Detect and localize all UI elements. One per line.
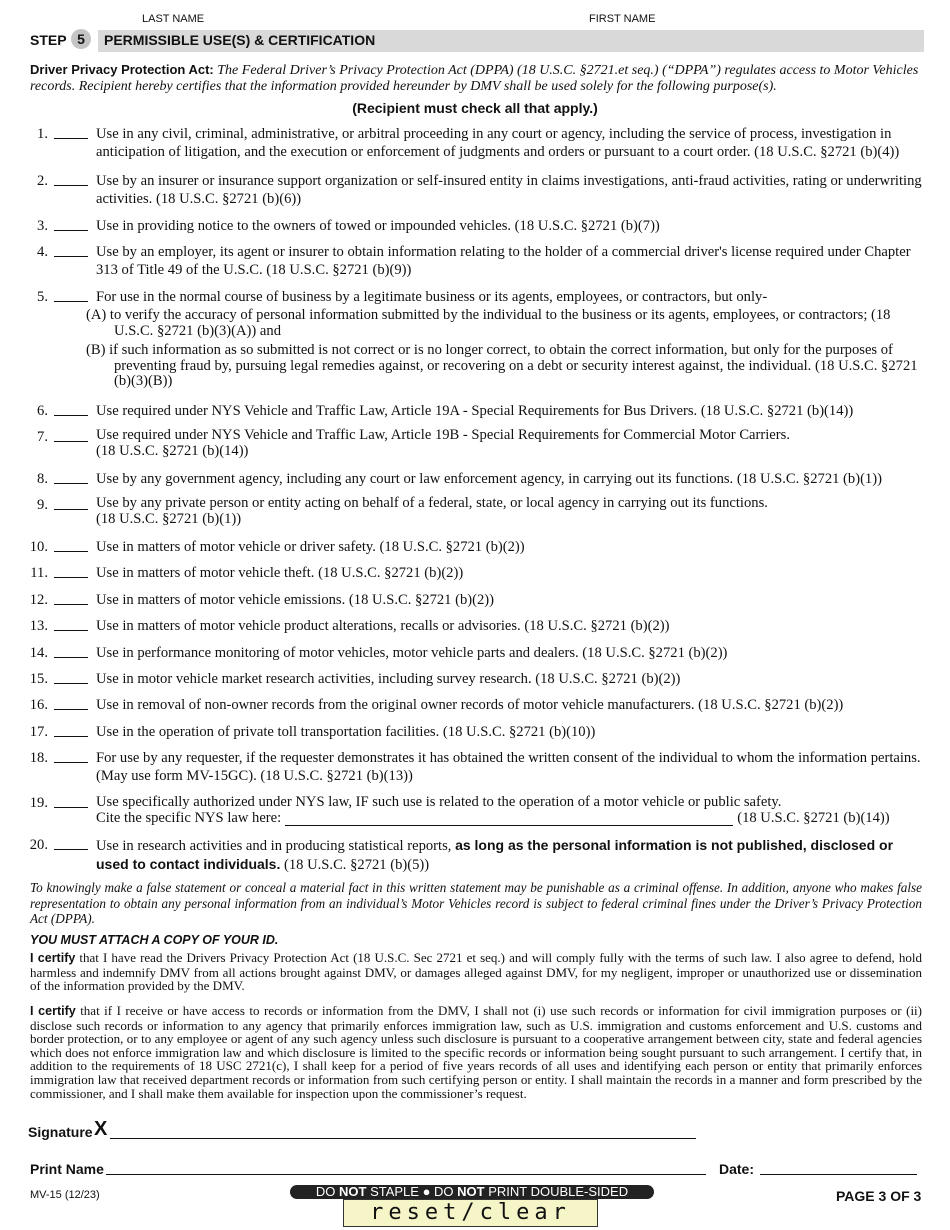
cite-ref: (18 U.S.C. §2721 (b)(14)) bbox=[737, 810, 890, 826]
item-number: 6. bbox=[37, 403, 48, 419]
item-text: Use in matters of motor vehicle emissions. (18 U.S.C. §2721 (b)(2)) bbox=[96, 592, 495, 608]
checkbox-blank-8[interactable] bbox=[54, 483, 88, 484]
checkbox-blank-20[interactable] bbox=[54, 849, 88, 850]
list-item bbox=[26, 428, 922, 459]
item-text: Use by any private person or entity acting on behalf of a federal, state, or local agency in carrying out its functions. bbox=[96, 495, 768, 511]
list-item bbox=[26, 564, 922, 582]
check-all-note: (Recipient must check all that apply.) bbox=[352, 100, 598, 116]
item-number: 3. bbox=[37, 218, 48, 234]
item-number: 15. bbox=[29, 671, 48, 687]
list-item bbox=[26, 591, 922, 609]
item-number: 11. bbox=[30, 565, 48, 581]
list-item bbox=[26, 617, 922, 635]
checkbox-blank-14[interactable] bbox=[54, 657, 88, 658]
cite-law-input[interactable] bbox=[285, 811, 733, 826]
item-text: Use in motor vehicle market research activities, including survey research. (18 U.S.C. §2721 (b)(2)) bbox=[96, 671, 681, 687]
item-5-sub-b: (B) if such information as so submitted is not correct or is no longer correct, to obtain the correct information, but only for the purposes of preventing fraud by, pursuing legal remedies against, or recovering on a debt or security interest against, the individual. (18 U.S.C. §2721 (b)(3)(B)) bbox=[86, 342, 918, 389]
item-number: 2. bbox=[37, 173, 48, 189]
list-item bbox=[26, 836, 922, 874]
certification-1 bbox=[30, 951, 922, 993]
checkbox-blank-5[interactable] bbox=[54, 301, 88, 302]
list-item bbox=[26, 538, 922, 556]
list-item bbox=[26, 217, 922, 235]
list-item bbox=[26, 696, 922, 714]
checkbox-blank-16[interactable] bbox=[54, 709, 88, 710]
item-text: Use by any government agency, including any court or law enforcement agency, in carrying out its functions. (18 U.S.C. §2721 (b)(1)) bbox=[96, 471, 882, 487]
cert-2-text: that if I receive or have access to records or information from the DMV, I shall not (i) use such records or information for civil immigration purposes or (ii) disclose such records or information to any agency that primarily enforces immigration law, such as U.S. immigration and customs enforcement and U.S. customs and border protection, or to any employee or agent of any such agency unless such disclosure is pursuant to a cooperative arrangement between city, state and federal agencies which does not enforce immigration law and which disclosure is limited to the specific records or information being sought pursuant to such arrangement. I certify that, in addition to the requirements of 18 USC 2721(c), I shall keep for a period of five years records of all uses and identifying each person or entity that primarily enforces immigration law that received department records or information from such certifying person or entity. I shall maintain the records in a manner and form prescribed by the commissioner, and I shall make them available for inspection upon the commissioner’s request. bbox=[30, 1003, 922, 1101]
dppa-intro bbox=[30, 62, 922, 94]
item-text: Use in providing notice to the owners of towed or impounded vehicles. (18 U.S.C. §2721 (b)(7)) bbox=[96, 218, 660, 234]
checkbox-blank-11[interactable] bbox=[54, 577, 88, 578]
list-item bbox=[26, 670, 922, 688]
item-number: 9. bbox=[37, 497, 48, 513]
item-text: Use specifically authorized under NYS law, IF such use is related to the operation of a motor vehicle or public safety. bbox=[96, 794, 782, 810]
cert-2-lead: I certify bbox=[30, 1004, 76, 1018]
list-item bbox=[26, 288, 922, 390]
list-item bbox=[26, 125, 922, 161]
checkbox-blank-13[interactable] bbox=[54, 630, 88, 631]
list-item bbox=[26, 172, 922, 208]
item-number: 14. bbox=[29, 645, 48, 661]
list-item bbox=[26, 749, 922, 785]
item-number: 20. bbox=[29, 837, 48, 853]
item-number: 16. bbox=[29, 697, 48, 713]
item-text: Use in performance monitoring of motor vehicles, motor vehicle parts and dealers. (18 U.S.C. §2721 (b)(2)) bbox=[96, 645, 728, 661]
checkbox-blank-18[interactable] bbox=[54, 762, 88, 763]
checkbox-blank-2[interactable] bbox=[54, 185, 88, 186]
dppa-intro-text: The Federal Driver’s Privacy Protection Act (DPPA) (18 U.S.C. §2721.et seq.) (“DPPA”) regulates access to Motor Vehicles records. Recipient hereby certifies that the information provided hereunder by DMV shall be used solely for the following purpose(s). bbox=[30, 63, 919, 94]
item-text: Use in matters of motor vehicle theft. (18 U.S.C. §2721 (b)(2)) bbox=[96, 565, 464, 581]
item-text: For use by any requester, if the requester demonstrates it has obtained the written consent of the individual to whom the information pertains. (May use form MV-15GC). (18 U.S.C. §2721 (b)(13)) bbox=[96, 750, 921, 784]
list-item bbox=[26, 496, 922, 527]
checkbox-blank-17[interactable] bbox=[54, 736, 88, 737]
item-number: 13. bbox=[29, 618, 48, 634]
dppa-intro-lead: Driver Privacy Protection Act: bbox=[30, 62, 214, 77]
list-item bbox=[26, 794, 922, 826]
item-text: Use in matters of motor vehicle or driver safety. (18 U.S.C. §2721 (b)(2)) bbox=[96, 539, 525, 555]
checkbox-blank-1[interactable] bbox=[54, 138, 88, 139]
item-text: Use in removal of non-owner records from the original owner records of motor vehicle manufacturers. (18 U.S.C. §2721 (b)(2)) bbox=[96, 697, 844, 713]
signature-label: Signature bbox=[28, 1124, 93, 1140]
reset-clear-button[interactable]: reset/clear bbox=[343, 1199, 598, 1227]
item-number: 12. bbox=[29, 592, 48, 608]
checkbox-blank-15[interactable] bbox=[54, 683, 88, 684]
list-item bbox=[26, 644, 922, 662]
list-item bbox=[26, 723, 922, 741]
item-number: 8. bbox=[37, 471, 48, 487]
checkbox-blank-7[interactable] bbox=[54, 441, 88, 442]
checkbox-blank-6[interactable] bbox=[54, 415, 88, 416]
first-name-label: FIRST NAME bbox=[589, 13, 656, 25]
cert-1-lead: I certify bbox=[30, 951, 76, 965]
form-id: MV-15 (12/23) bbox=[30, 1189, 100, 1201]
item-number: 7. bbox=[37, 429, 48, 445]
checkbox-blank-3[interactable] bbox=[54, 230, 88, 231]
item-number: 17. bbox=[29, 724, 48, 740]
date-field[interactable] bbox=[760, 1174, 917, 1175]
item-text bbox=[96, 836, 922, 874]
item-text: Use in any civil, criminal, administrative, or arbitral proceeding in any court or agency, including the service of process, investigation in anticipation of litigation, and the execution or enforcement of judgments and orders or pursuant to a court order. (18 U.S.C. §2721 (b)(4)) bbox=[96, 126, 900, 160]
item-text: Use required under NYS Vehicle and Traffic Law, Article 19A - Special Requirements for Bus Drivers. (18 U.S.C. §2721 (b)(14)) bbox=[96, 403, 854, 419]
false-statement-warning: To knowingly make a false statement or conceal a material fact in this written statement may be punishable as a criminal offense. In addition, anyone who makes false representation to obtain any personal information from an individual’s Motor Vehicles record is subject to federal criminal fines under the Driver’s Privacy Protection Act (DPPA). bbox=[30, 880, 922, 926]
step-title: PERMISSIBLE USE(S) & CERTIFICATION bbox=[104, 32, 376, 48]
item-20-text: Use in research activities and in producing statistical reports, bbox=[96, 838, 452, 854]
item-text: Use in matters of motor vehicle product alterations, recalls or advisories. (18 U.S.C. §2721 (b)(2)) bbox=[96, 618, 670, 634]
cite-law-label: Cite the specific NYS law here: bbox=[96, 810, 282, 826]
item-number: 10. bbox=[29, 539, 48, 555]
signature-field[interactable] bbox=[110, 1138, 696, 1139]
item-text-cite: (18 U.S.C. §2721 (b)(1)) bbox=[96, 510, 242, 527]
item-text: Use required under NYS Vehicle and Traffic Law, Article 19B - Special Requirements for Commercial Motor Carriers. bbox=[96, 427, 790, 443]
item-number: 1. bbox=[37, 126, 48, 142]
list-item bbox=[26, 470, 922, 488]
checkbox-blank-12[interactable] bbox=[54, 604, 88, 605]
checkbox-blank-19[interactable] bbox=[54, 807, 88, 808]
list-item bbox=[26, 402, 922, 420]
item-number: 18. bbox=[29, 750, 48, 766]
item-text: Use by an employer, its agent or insurer to obtain information relating to the holder of a commercial driver's license required under Chapter 313 of Title 49 of the U.S.C. (18 U.S.C. §2721 (b)(9)) bbox=[96, 244, 911, 278]
item-number: 5. bbox=[37, 289, 48, 305]
print-name-label: Print Name bbox=[30, 1161, 104, 1177]
item-number: 4. bbox=[37, 244, 48, 260]
date-label: Date: bbox=[719, 1161, 755, 1177]
last-name-label: LAST NAME bbox=[142, 13, 205, 25]
item-19-cite-row bbox=[96, 810, 922, 826]
page-number: PAGE 3 OF 3 bbox=[836, 1188, 922, 1204]
item-20-bold: as long as the personal information is not published, disclosed or used to contact individuals. bbox=[96, 837, 894, 872]
checkbox-blank-10[interactable] bbox=[54, 551, 88, 552]
item-5-sub-a: (A) to verify the accuracy of personal information submitted by the individual to the business or its agents, employees, or contractors; (18 U.S.C. §2721 (b)(3)(A)) and bbox=[86, 307, 891, 339]
signature-x-mark: X bbox=[94, 1118, 108, 1140]
checkbox-blank-9[interactable] bbox=[54, 509, 88, 510]
certification-2 bbox=[30, 1004, 922, 1100]
attach-id-note: YOU MUST ATTACH A COPY OF YOUR ID. bbox=[30, 933, 279, 947]
item-number: 19. bbox=[29, 795, 48, 811]
item-text-cite: (18 U.S.C. §2721 (b)(14)) bbox=[96, 442, 249, 459]
list-item bbox=[26, 243, 922, 279]
step-word: STEP bbox=[30, 32, 67, 48]
item-text: For use in the normal course of business by a legitimate business or its agents, employees, or contractors, but only- bbox=[96, 289, 768, 305]
step-number-badge: 5 bbox=[71, 29, 91, 49]
cert-1-text: that I have read the Drivers Privacy Protection Act (18 U.S.C. Sec 2721 et seq.) and will comply fully with the terms of such law. I also agree to defend, hold harmless and indemnify DMV from all actions brought against DMV, or damages alleged against DMV, for my negligent, improper or unauthorized use or dissemination of the information provided by the DMV. bbox=[30, 950, 923, 994]
item-text: Use in the operation of private toll transportation facilities. (18 U.S.C. §2721 (b)(10)) bbox=[96, 724, 596, 740]
do-not-staple-banner: DO NOT STAPLE ● DO NOT PRINT DOUBLE-SIDED bbox=[290, 1185, 654, 1199]
checkbox-blank-4[interactable] bbox=[54, 256, 88, 257]
item-20-tail: (18 U.S.C. §2721 (b)(5)) bbox=[284, 857, 430, 873]
item-text: Use by an insurer or insurance support organization or self-insured entity in claims investigations, anti-fraud activities, rating or underwriting activities. (18 U.S.C. §2721 (b)(6)) bbox=[96, 173, 922, 207]
print-name-field[interactable] bbox=[106, 1174, 706, 1175]
